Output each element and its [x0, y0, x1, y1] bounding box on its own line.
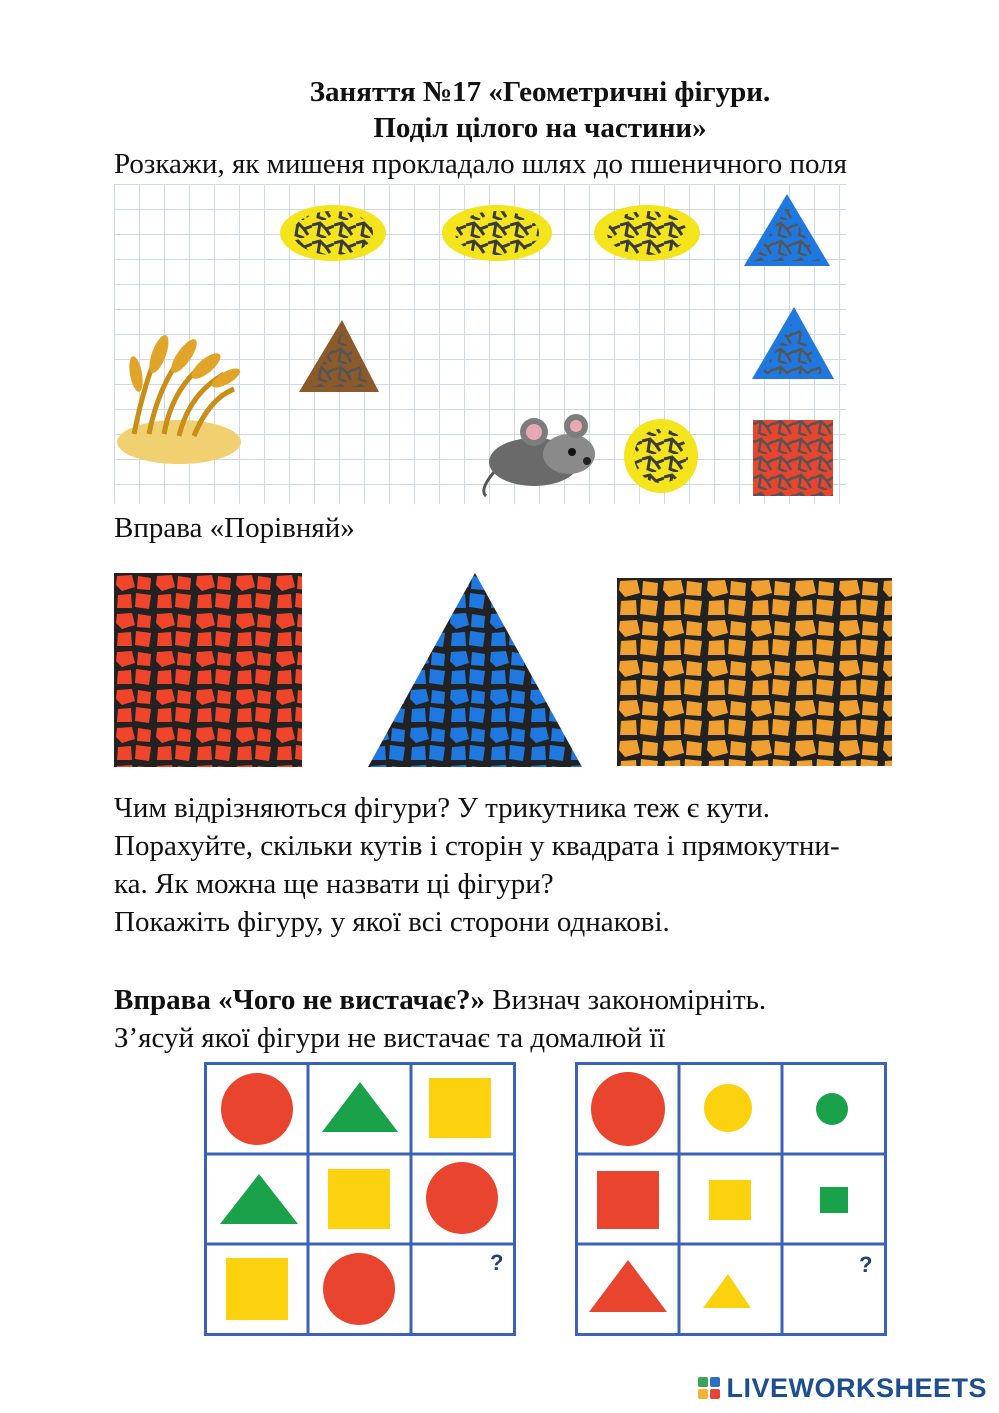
yellow-oval-3: [594, 205, 700, 261]
green-square-small: [820, 1187, 848, 1213]
yellow-circle-cracked: [624, 419, 698, 493]
red-triangle-large: [589, 1260, 667, 1312]
compare-question-3: ка. Як можна ще назвати ці фігури?: [114, 868, 554, 900]
yellow-oval-1: [280, 205, 386, 261]
missing-shape-exercise-title: Вправа «Чого не вистачає?»: [114, 984, 485, 1016]
wheat-field-image: [117, 333, 243, 464]
missing-shape-question-mark: ?: [490, 1250, 504, 1275]
missing-shape-instruction: З’ясуй якої фігури не вистачає та домалюй її: [114, 1022, 666, 1054]
task1-prompt: Розкажи, як мишеня прокладало шлях до пшеничного поля: [114, 148, 847, 180]
liveworksheets-logo-text: LIVEWORKSHEETS: [726, 1372, 987, 1403]
brown-triangle: [299, 320, 379, 392]
missing-shape-question-mark: ?: [859, 1252, 873, 1277]
yellow-circle-medium: [704, 1084, 752, 1132]
mouse-path-illustration: [114, 184, 846, 504]
red-square-shape: [114, 573, 302, 767]
yellow-square: [328, 1169, 390, 1229]
red-square-cracked: [753, 420, 833, 496]
red-square-large: [597, 1171, 659, 1229]
red-circle: [323, 1253, 395, 1325]
compare-question-1: Чим відрізняються фігури? У трикутника теж є кути.: [114, 792, 771, 824]
blue-triangle-1: [744, 194, 830, 266]
page-title-line-1: Заняття №17 «Геометричні фігури.: [309, 76, 771, 108]
pattern-grid-left: [204, 1062, 516, 1336]
missing-shape-exercise-subtitle: Визнач закономірніть.: [484, 984, 767, 1016]
liveworksheets-logo-icon: [698, 1377, 720, 1399]
blue-triangle-2: [752, 307, 834, 379]
yellow-triangle-medium: [703, 1274, 751, 1308]
red-circle-large: [591, 1072, 665, 1146]
missing-shape-exercise-heading: [114, 983, 766, 1017]
pattern-grid-right: [575, 1062, 887, 1336]
green-triangle: [322, 1082, 398, 1132]
yellow-square: [226, 1258, 288, 1320]
yellow-oval-2: [442, 205, 552, 261]
compare-question-4: Покажіть фігуру, у якої всі сторони однакові.: [114, 906, 670, 938]
compare-question-2: Порахуйте, скільки кутів і сторін у квадрата і прямокутни-: [114, 830, 840, 862]
page-title-line-2: Поділ цілого на частини»: [373, 112, 707, 144]
mouse-image: [484, 414, 595, 496]
compare-exercise-heading: Вправа «Порівняй»: [114, 512, 355, 544]
green-triangle: [220, 1174, 298, 1224]
yellow-square-medium: [709, 1180, 751, 1220]
liveworksheets-logo[interactable]: [698, 1371, 987, 1405]
red-circle: [426, 1162, 498, 1234]
green-circle-small: [816, 1093, 848, 1125]
red-circle: [221, 1073, 293, 1145]
orange-rectangle-shape: [617, 578, 892, 766]
blue-triangle-shape: [368, 573, 582, 769]
yellow-square: [429, 1078, 491, 1138]
